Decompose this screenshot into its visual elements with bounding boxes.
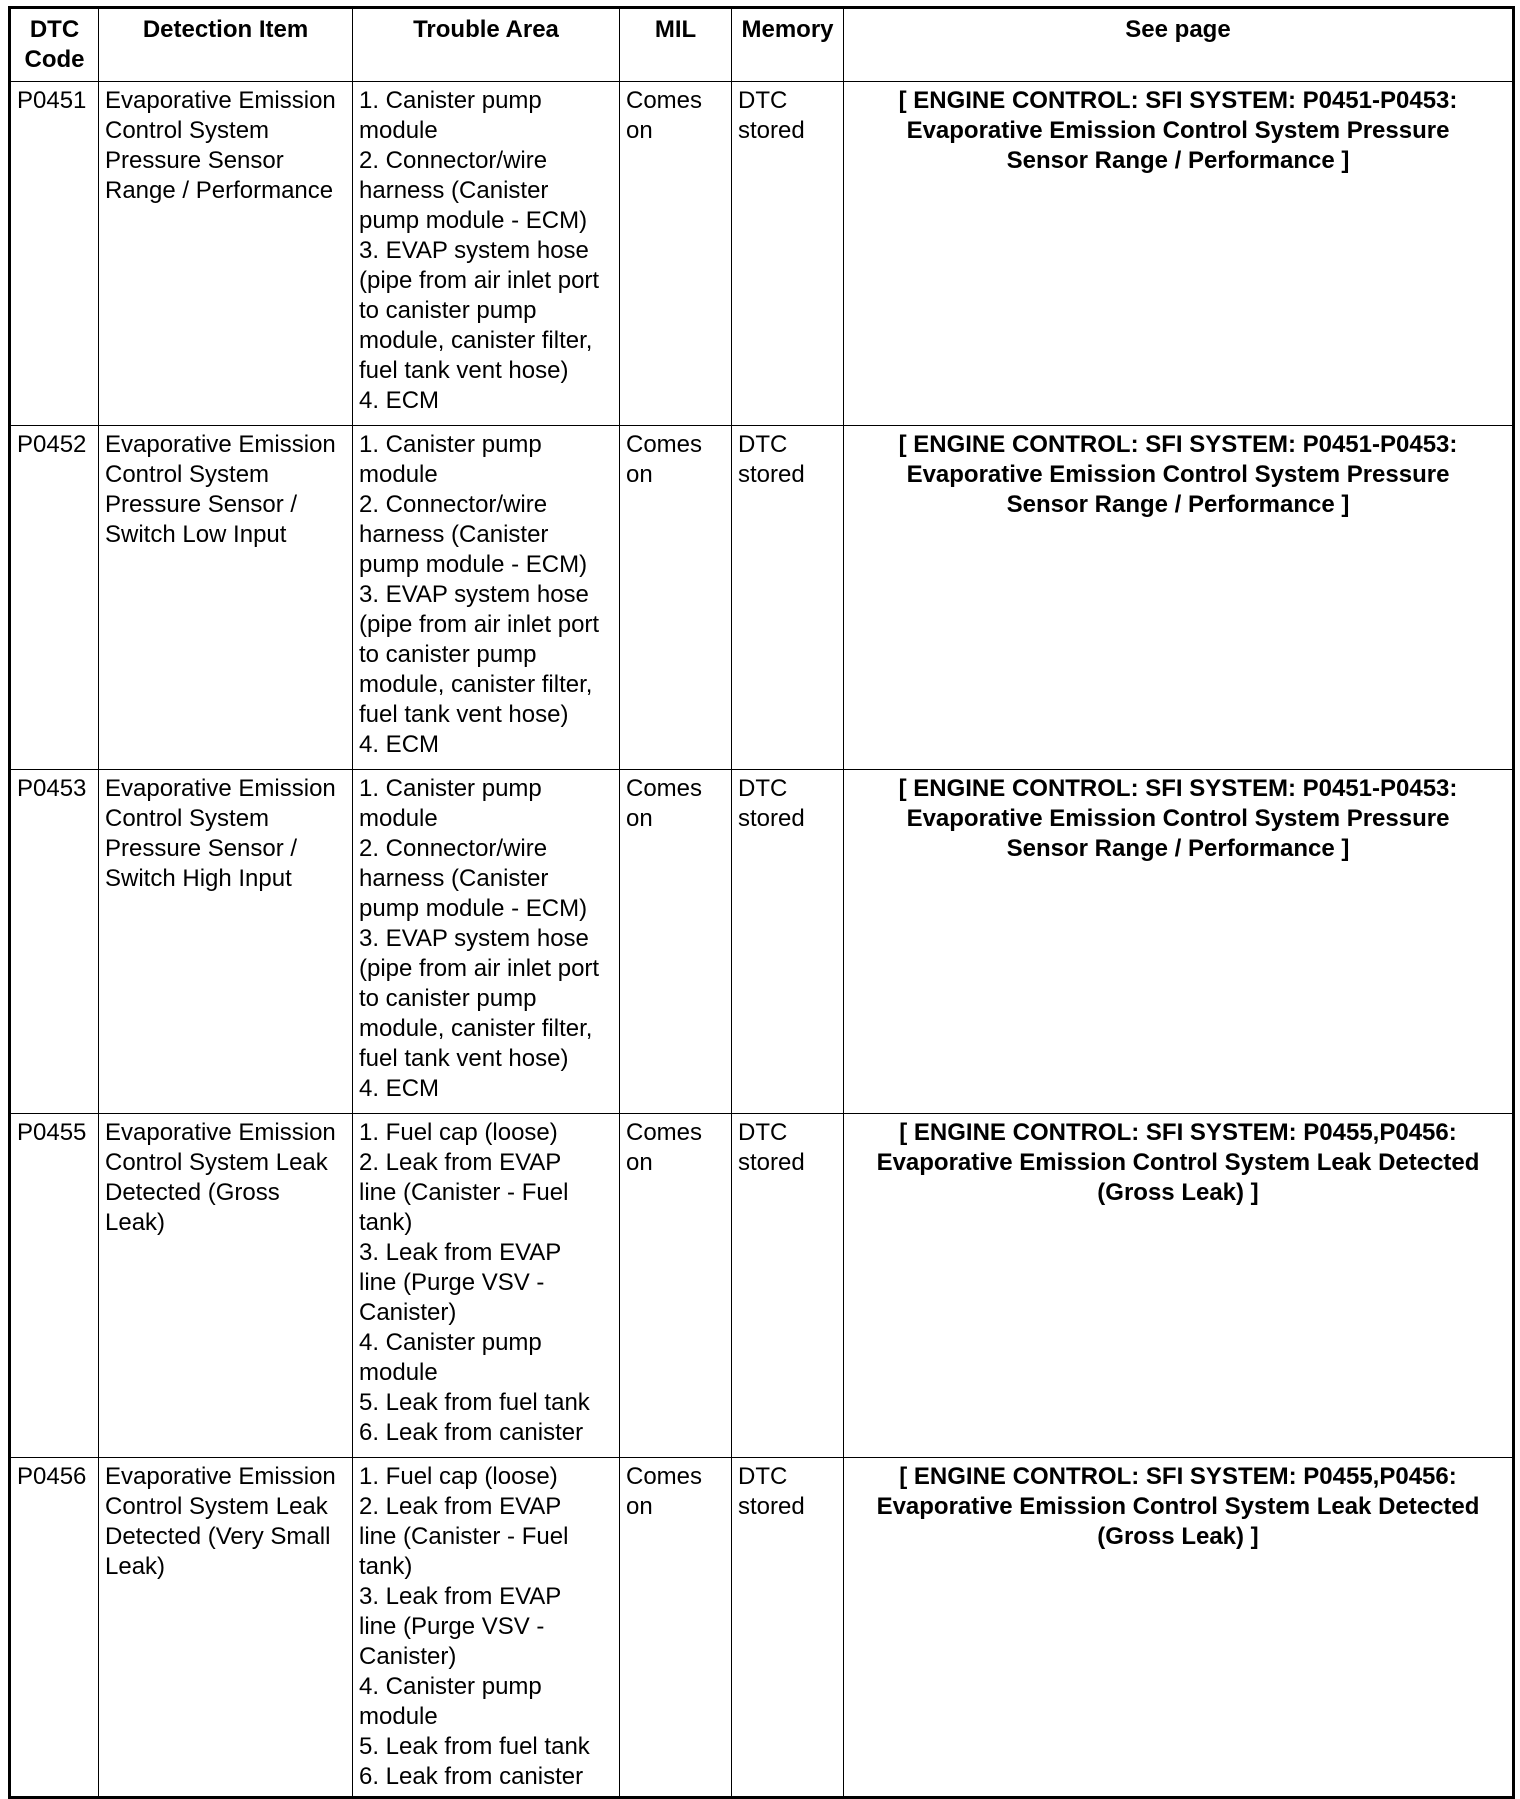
cell-trouble-area-line: 6. Leak from canister: [359, 1419, 584, 1446]
cell-trouble-area-line: 2. Leak from EVAP: [359, 1149, 562, 1176]
cell-trouble-area-line: 1. Fuel cap (loose): [359, 1463, 558, 1490]
header-trouble-area: Trouble Area: [353, 8, 620, 82]
cell-trouble-area-line: line (Purge VSV -: [359, 1613, 545, 1640]
cell-dtc-code: P0456: [10, 1458, 99, 1798]
cell-detection-item: [99, 1458, 353, 1798]
table-body: [10, 82, 1514, 1798]
cell-trouble-area-line: 5. Leak from fuel tank: [359, 1733, 590, 1760]
cell-trouble-area-line: to canister pump: [359, 641, 537, 668]
cell-trouble-area-line: 3. EVAP system hose: [359, 237, 589, 264]
cell-trouble-area-line: line (Canister - Fuel: [359, 1179, 569, 1206]
cell-detection-item-line: Detected (Gross: [105, 1179, 280, 1206]
table-row: [10, 1114, 1514, 1458]
cell-memory-line: DTC: [738, 87, 788, 114]
cell-trouble-area-line: harness (Canister: [359, 865, 549, 892]
cell-see-page-line: [ ENGINE CONTROL: SFI SYSTEM: P0455,P0456:: [899, 1463, 1457, 1490]
cell-trouble-area-line: 3. EVAP system hose: [359, 581, 589, 608]
cell-trouble-area: [353, 426, 620, 770]
cell-trouble-area-line: module: [359, 1359, 438, 1386]
cell-trouble-area: [353, 82, 620, 426]
cell-detection-item: [99, 1114, 353, 1458]
header-detection-item: Detection Item: [99, 8, 353, 82]
cell-see-page[interactable]: [844, 426, 1514, 770]
cell-trouble-area-line: to canister pump: [359, 297, 537, 324]
cell-trouble-area-line: 4. ECM: [359, 1075, 440, 1102]
cell-see-page-line: Sensor Range / Performance ]: [1006, 491, 1350, 518]
cell-mil: [620, 1458, 732, 1798]
cell-see-page[interactable]: [844, 1114, 1514, 1458]
cell-mil-line: on: [626, 805, 653, 832]
cell-detection-item-line: Range / Performance: [105, 177, 334, 204]
cell-trouble-area-line: line (Purge VSV -: [359, 1269, 545, 1296]
cell-memory: [732, 1114, 844, 1458]
cell-mil: [620, 82, 732, 426]
cell-dtc-code: P0455: [10, 1114, 99, 1458]
cell-detection-item-line: Leak): [105, 1553, 166, 1580]
cell-trouble-area-line: 3. Leak from EVAP: [359, 1239, 562, 1266]
cell-detection-item-line: Leak): [105, 1209, 166, 1236]
cell-trouble-area: [353, 770, 620, 1114]
cell-trouble-area-line: module, canister filter,: [359, 671, 593, 698]
cell-trouble-area-line: (pipe from air inlet port: [359, 267, 600, 294]
cell-detection-item-line: Control System: [105, 117, 270, 144]
header-row: [10, 8, 1514, 82]
cell-trouble-area-line: module: [359, 117, 438, 144]
cell-mil-line: Comes: [626, 1463, 703, 1490]
cell-see-page[interactable]: [844, 82, 1514, 426]
cell-mil: [620, 426, 732, 770]
cell-dtc-code: P0453: [10, 770, 99, 1114]
cell-memory-line: stored: [738, 461, 805, 488]
cell-detection-item: [99, 82, 353, 426]
cell-mil: [620, 770, 732, 1114]
cell-trouble-area-line: 3. Leak from EVAP: [359, 1583, 562, 1610]
cell-trouble-area-line: Canister): [359, 1299, 457, 1326]
cell-detection-item-line: Pressure Sensor /: [105, 835, 298, 862]
cell-mil-line: Comes: [626, 1119, 703, 1146]
cell-trouble-area-line: 1. Canister pump: [359, 431, 542, 458]
cell-trouble-area-line: pump module - ECM): [359, 207, 588, 234]
cell-trouble-area-line: Canister): [359, 1643, 457, 1670]
cell-detection-item: [99, 770, 353, 1114]
cell-memory-line: stored: [738, 805, 805, 832]
table-row: [10, 770, 1514, 1114]
cell-trouble-area-line: 2. Leak from EVAP: [359, 1493, 562, 1520]
cell-see-page-line: Evaporative Emission Control System Pressure: [906, 805, 1450, 832]
header-mil: MIL: [620, 8, 732, 82]
cell-detection-item-line: Evaporative Emission: [105, 431, 336, 458]
cell-see-page-line: (Gross Leak) ]: [1097, 1179, 1259, 1206]
header-see-page: See page: [844, 8, 1514, 82]
cell-memory-line: stored: [738, 117, 805, 144]
cell-see-page-line: Evaporative Emission Control System Pressure: [906, 461, 1450, 488]
cell-memory-line: DTC: [738, 431, 788, 458]
table-row: [10, 1458, 1514, 1798]
cell-see-page-line: Sensor Range / Performance ]: [1006, 835, 1350, 862]
cell-detection-item-line: Control System Leak: [105, 1493, 328, 1520]
cell-trouble-area-line: 2. Connector/wire: [359, 147, 548, 174]
cell-see-page-line: [ ENGINE CONTROL: SFI SYSTEM: P0451-P0453:: [898, 775, 1458, 802]
cell-mil-line: on: [626, 117, 653, 144]
cell-see-page-line: (Gross Leak) ]: [1097, 1523, 1259, 1550]
cell-trouble-area-line: pump module - ECM): [359, 551, 588, 578]
cell-memory-line: DTC: [738, 1463, 788, 1490]
cell-mil-line: Comes: [626, 87, 703, 114]
cell-trouble-area-line: 4. ECM: [359, 387, 440, 414]
cell-memory: [732, 426, 844, 770]
cell-memory-line: DTC: [738, 1119, 788, 1146]
cell-see-page-line: [ ENGINE CONTROL: SFI SYSTEM: P0451-P0453:: [898, 431, 1458, 458]
cell-trouble-area-line: 4. ECM: [359, 731, 440, 758]
cell-detection-item-line: Control System: [105, 461, 270, 488]
cell-detection-item-line: Switch Low Input: [105, 521, 287, 548]
cell-trouble-area-line: fuel tank vent hose): [359, 1045, 569, 1072]
cell-trouble-area-line: 2. Connector/wire: [359, 491, 548, 518]
cell-trouble-area-line: 4. Canister pump: [359, 1329, 542, 1356]
cell-see-page-line: Evaporative Emission Control System Leak Detected: [876, 1149, 1480, 1176]
cell-dtc-code: P0451: [10, 82, 99, 426]
cell-detection-item-line: Detected (Very Small: [105, 1523, 331, 1550]
cell-trouble-area-line: 4. Canister pump: [359, 1673, 542, 1700]
cell-trouble-area: [353, 1114, 620, 1458]
cell-trouble-area-line: module, canister filter,: [359, 1015, 593, 1042]
table-row: [10, 426, 1514, 770]
cell-trouble-area-line: 5. Leak from fuel tank: [359, 1389, 590, 1416]
header-dtc-code: DTC Code: [10, 8, 99, 82]
cell-detection-item-line: Pressure Sensor: [105, 147, 284, 174]
cell-trouble-area-line: module: [359, 805, 438, 832]
cell-mil-line: on: [626, 1493, 653, 1520]
cell-trouble-area-line: 3. EVAP system hose: [359, 925, 589, 952]
cell-trouble-area-line: fuel tank vent hose): [359, 701, 569, 728]
cell-detection-item-line: Evaporative Emission: [105, 1119, 336, 1146]
dtc-table: [8, 6, 1515, 1799]
cell-detection-item-line: Switch High Input: [105, 865, 292, 892]
cell-memory-line: stored: [738, 1149, 805, 1176]
cell-detection-item: [99, 426, 353, 770]
cell-trouble-area-line: tank): [359, 1209, 413, 1236]
cell-trouble-area: [353, 1458, 620, 1798]
cell-dtc-code: P0452: [10, 426, 99, 770]
cell-mil-line: on: [626, 1149, 653, 1176]
cell-trouble-area-line: to canister pump: [359, 985, 537, 1012]
cell-trouble-area-line: pump module - ECM): [359, 895, 588, 922]
cell-mil-line: Comes: [626, 431, 703, 458]
cell-trouble-area-line: 6. Leak from canister: [359, 1763, 584, 1790]
cell-trouble-area-line: 1. Canister pump: [359, 775, 542, 802]
cell-trouble-area-line: harness (Canister: [359, 177, 549, 204]
cell-see-page[interactable]: [844, 770, 1514, 1114]
table-row: [10, 82, 1514, 426]
cell-memory-line: DTC: [738, 775, 788, 802]
cell-trouble-area-line: (pipe from air inlet port: [359, 955, 600, 982]
cell-see-page[interactable]: [844, 1458, 1514, 1798]
cell-trouble-area-line: module: [359, 461, 438, 488]
cell-mil: [620, 1114, 732, 1458]
cell-trouble-area-line: (pipe from air inlet port: [359, 611, 600, 638]
cell-memory: [732, 770, 844, 1114]
cell-mil-line: Comes: [626, 775, 703, 802]
cell-mil-line: on: [626, 461, 653, 488]
cell-trouble-area-line: 1. Canister pump: [359, 87, 542, 114]
header-memory: Memory: [732, 8, 844, 82]
cell-memory: [732, 82, 844, 426]
cell-memory-line: stored: [738, 1493, 805, 1520]
cell-see-page-line: Evaporative Emission Control System Leak Detected: [876, 1493, 1480, 1520]
cell-trouble-area-line: 1. Fuel cap (loose): [359, 1119, 558, 1146]
cell-see-page-line: [ ENGINE CONTROL: SFI SYSTEM: P0451-P0453:: [898, 87, 1458, 114]
cell-detection-item-line: Evaporative Emission: [105, 775, 336, 802]
cell-memory: [732, 1458, 844, 1798]
cell-trouble-area-line: 2. Connector/wire: [359, 835, 548, 862]
cell-see-page-line: [ ENGINE CONTROL: SFI SYSTEM: P0455,P0456:: [899, 1119, 1457, 1146]
cell-see-page-line: Evaporative Emission Control System Pressure: [906, 117, 1450, 144]
cell-trouble-area-line: module: [359, 1703, 438, 1730]
cell-trouble-area-line: harness (Canister: [359, 521, 549, 548]
cell-trouble-area-line: line (Canister - Fuel: [359, 1523, 569, 1550]
cell-detection-item-line: Evaporative Emission: [105, 87, 336, 114]
cell-see-page-line: Sensor Range / Performance ]: [1006, 147, 1350, 174]
cell-trouble-area-line: tank): [359, 1553, 413, 1580]
cell-detection-item-line: Control System: [105, 805, 270, 832]
cell-trouble-area-line: module, canister filter,: [359, 327, 593, 354]
cell-detection-item-line: Control System Leak: [105, 1149, 328, 1176]
cell-detection-item-line: Pressure Sensor /: [105, 491, 298, 518]
cell-detection-item-line: Evaporative Emission: [105, 1463, 336, 1490]
cell-trouble-area-line: fuel tank vent hose): [359, 357, 569, 384]
